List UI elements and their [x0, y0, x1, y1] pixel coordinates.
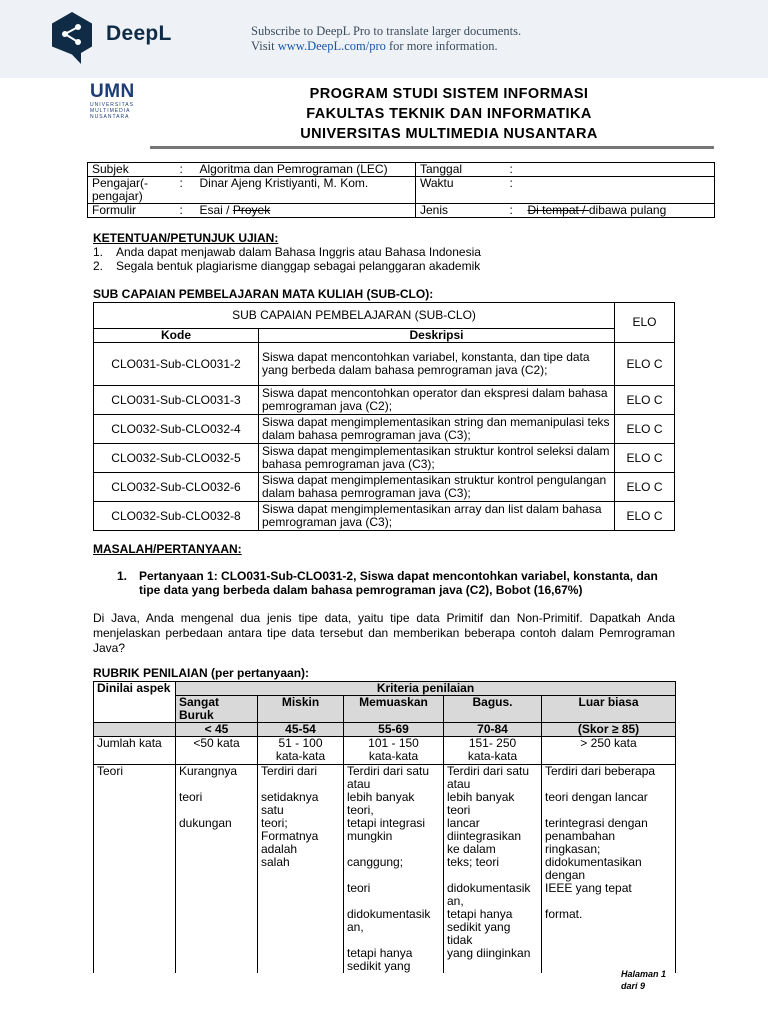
clo-desc: Siswa dapat mengimplementasikan string dan memanipulasi teks dalam bahasa pemrograman java (C3);: [259, 415, 615, 444]
jenis-di-tempat: Di tempat /: [527, 203, 589, 217]
formulir-esai: Esai /: [199, 203, 233, 217]
deepl-logo-icon: [48, 10, 96, 66]
rubric-cell-line: teori,: [347, 803, 374, 817]
rubric-cell-line: Terdiri dari beberapa: [545, 764, 656, 778]
rubric-cell-line: sedikit yang: [447, 920, 511, 934]
clo-desc: Siswa dapat mencontohkan operator dan ekspresi dalam bahasa pemrograman java (C2);: [259, 386, 615, 415]
rubric-cell-line: terintegrasi dengan: [545, 816, 648, 830]
rubric-cell-line: satu: [261, 803, 284, 817]
rubric-cell-line: dengan: [545, 868, 586, 882]
page-number: Halaman 1: [621, 969, 667, 979]
score-empty: [94, 723, 176, 737]
subjek-value: Algoritma dan Pemrograman (LEC): [196, 163, 416, 177]
rubric-cell-line: kata-kata: [467, 749, 518, 763]
rubric-cell-line: teori: [179, 790, 203, 804]
rubric-cell-line: didokumentasik: [447, 881, 531, 895]
masalah-title: MASALAH/PERTANYAAN:: [93, 542, 242, 556]
formulir-proyek: Proyek: [232, 203, 271, 217]
rubric-cell-line: tetapi hanya: [447, 907, 513, 921]
sep: :: [176, 163, 196, 177]
clo-desc: Siswa dapat mengimplementasikan array dan list dalam bahasa pemrograman java (C3);: [259, 502, 615, 531]
clo-code: CLO032-Sub-CLO032-6: [94, 473, 259, 502]
clo-elo: ELO C: [615, 386, 675, 415]
clo-code: CLO031-Sub-CLO031-2: [94, 343, 259, 386]
rubric-cell-line: salah: [261, 855, 290, 869]
question-paragraph: Di Java, Anda mengenal dua jenis tipe data, yaitu tipe data Primitif dan Non-Primitif. Dapatkah Anda menjelaskan perbedaan antara tipe data tersebut dan memberikan beberapa contoh dalam Pemrograman Java?: [93, 611, 675, 655]
rubric-cell-line: kata-kata: [275, 749, 326, 763]
rubric-cell: [542, 765, 676, 974]
rubric-cell-line: tetapi integrasi: [347, 816, 426, 830]
clo-table-title: SUB CAPAIAN PEMBELAJARAN (SUB-CLO): [94, 303, 615, 329]
pengajar-label: Pengajar(-pengajar): [88, 177, 176, 204]
program-title: PROGRAM STUDI SISTEM INFORMASI: [309, 86, 589, 102]
rubric-row: [94, 765, 676, 974]
rubric-cell-line: Terdiri dari: [261, 764, 318, 778]
deepl-banner: [0, 0, 768, 78]
clo-col-desc: Deskripsi: [259, 329, 615, 343]
tanggal-label: Tanggal: [416, 163, 506, 177]
sep: :: [506, 177, 524, 204]
rubric-cell: [176, 765, 258, 974]
level-luar-biasa: Luar biasa: [542, 696, 676, 723]
pengajar-value: Dinar Ajeng Kristiyanti, M. Kom.: [196, 177, 416, 204]
waktu-label: Waktu: [416, 177, 506, 204]
rubric-cell: [344, 765, 444, 974]
clo-elo: ELO C: [615, 343, 675, 386]
rubric-cell-line: tetapi hanya: [347, 946, 413, 960]
exam-info-table: [87, 162, 715, 218]
rubric-table: [93, 681, 676, 973]
header-divider: [150, 146, 714, 149]
clo-row: [94, 444, 675, 473]
rubrik-title: RUBRIK PENILAIAN (per pertanyaan):: [93, 666, 310, 680]
ketentuan-item-1: Anda dapat menjawab dalam Bahasa Inggris atau Bahasa Indonesia: [116, 245, 481, 259]
rubric-cell-line: lebih banyak: [347, 790, 415, 804]
rubric-cell-line: teori: [347, 881, 371, 895]
banner-line-1: Subscribe to DeepL Pro to translate larger documents.: [251, 24, 522, 38]
rubric-row: [94, 737, 676, 765]
rubric-cell-line: lancar: [447, 816, 480, 830]
formulir-value: [196, 204, 416, 218]
rubric-cell-line: adalah: [261, 842, 298, 856]
rubric-cell-line: lebih banyak: [447, 790, 515, 804]
question-text: Pertanyaan 1: CLO031-Sub-CLO031-2, Siswa dapat mencontohkan variabel, konstanta, dan tipe data yang berbeda dalam bahasa pemrograman java (C2), Bobot (16,67%): [139, 569, 658, 597]
banner-message: [251, 24, 521, 54]
ketentuan-title: KETENTUAN/PETUNJUK UJIAN:: [93, 231, 279, 245]
clo-table: [93, 302, 675, 531]
rubric-cell: [258, 737, 344, 765]
page-total: dari 9: [621, 981, 646, 991]
score-miskin: 45-54: [258, 723, 344, 737]
rubric-cell-line: atau: [447, 777, 471, 791]
faculty-title: FAKULTAS TEKNIK DAN INFORMATIKA: [306, 106, 592, 122]
jenis-label: Jenis: [416, 204, 506, 218]
score-sangat-buruk: < 45: [176, 723, 258, 737]
tanggal-value: [524, 163, 715, 177]
rubric-cell-line: teori: [447, 803, 471, 817]
clo-col-kode: Kode: [94, 329, 259, 343]
subjek-label: Subjek: [88, 163, 176, 177]
clo-desc: Siswa dapat mengimplementasikan struktur kontrol pengulangan dalam bahasa pemrograman java (C3);: [259, 473, 615, 502]
score-bagus: 70-84: [444, 723, 542, 737]
ketentuan-num-1: 1.: [93, 245, 104, 259]
level-bagus: Bagus.: [444, 696, 542, 723]
rubric-aspect: Jumlah kata: [94, 737, 176, 765]
rubric-cell-line: Formatnya: [261, 829, 319, 843]
clo-elo: ELO C: [615, 502, 675, 531]
level-sangat-buruk: Sangat Buruk: [176, 696, 258, 723]
level-miskin: Miskin: [258, 696, 344, 723]
jenis-dibawa-pulang: dibawa pulang: [588, 203, 667, 217]
rubric-cell-line: 51 - 100: [278, 736, 323, 750]
rubric-cell-line: dukungan: [179, 816, 232, 830]
rubric-cell-line: kata-kata: [368, 749, 419, 763]
question-1: [117, 569, 677, 597]
rubric-cell-line: 101 - 150: [368, 736, 419, 750]
rubric-cell-line: ringkasan;: [545, 842, 601, 856]
jenis-value: [524, 204, 715, 218]
rubric-cell: [444, 765, 542, 974]
clo-desc: Siswa dapat mengimplementasikan struktur kontrol seleksi dalam bahasa pemrograman java (C3);: [259, 444, 615, 473]
rubric-cell: [542, 737, 676, 765]
clo-row: [94, 415, 675, 444]
sep: :: [176, 177, 196, 204]
clo-section-title: SUB CAPAIAN PEMBELAJARAN MATA KULIAH (SUB-CLO):: [93, 287, 434, 301]
rubric-cell-line: setidaknya: [261, 790, 319, 804]
rubric-cell-line: Terdiri dari satu: [347, 764, 430, 778]
rubric-cell-line: canggung;: [347, 855, 404, 869]
page-footer: [621, 968, 666, 992]
question-number: 1.: [117, 569, 128, 583]
clo-col-elo: ELO: [615, 303, 675, 343]
rubric-cell-line: teks; teori: [447, 855, 500, 869]
rubric-cell-line: IEEE yang tepat: [545, 881, 632, 895]
rubric-cell-line: penambahan: [545, 829, 616, 843]
rubric-kriteria-header: Kriteria penilaian: [176, 682, 676, 696]
clo-code: CLO032-Sub-CLO032-8: [94, 502, 259, 531]
banner-visit-text: Visit: [251, 39, 278, 53]
rubric-cell-line: didokumentasik: [347, 907, 431, 921]
banner-info-text: for more information.: [385, 39, 498, 53]
rubric-cell-line: teori dengan lancar: [545, 790, 648, 804]
rubric-cell-line: yang diinginkan: [447, 946, 531, 960]
rubric-cell-line: diintegrasikan: [447, 829, 522, 843]
rubric-cell-line: format.: [545, 907, 583, 921]
rubric-cell-line: > 250 kata: [580, 736, 637, 750]
clo-elo: ELO C: [615, 444, 675, 473]
rubric-cell-line: didokumentasikan: [545, 855, 642, 869]
rubric-cell-line: Kurangnya: [179, 764, 238, 778]
clo-desc: Siswa dapat mencontohkan variabel, konstanta, dan tipe data yang berbeda dalam bahasa pemrograman java (C2);: [259, 343, 615, 386]
clo-code: CLO031-Sub-CLO031-3: [94, 386, 259, 415]
umn-logo-text: UMN: [90, 81, 135, 102]
umn-logo-sub-3: NUSANTARA: [90, 114, 130, 120]
university-title: UNIVERSITAS MULTIMEDIA NUSANTARA: [300, 126, 598, 142]
sep: :: [176, 204, 196, 218]
rubric-cell-line: an,: [447, 894, 464, 908]
rubric-cell-line: Terdiri dari satu: [447, 764, 530, 778]
clo-row: [94, 343, 675, 386]
clo-code: CLO032-Sub-CLO032-4: [94, 415, 259, 444]
score-luar-biasa: (Skor ≥ 85): [542, 723, 676, 737]
clo-row: [94, 502, 675, 531]
level-memuaskan: Memuaskan: [344, 696, 444, 723]
clo-code: CLO032-Sub-CLO032-5: [94, 444, 259, 473]
rubric-cell-line: ke dalam: [447, 842, 496, 856]
deepl-brand: DeepL: [106, 22, 172, 45]
rubric-cell: [444, 737, 542, 765]
waktu-value: [524, 177, 715, 204]
rubric-cell-line: atau: [347, 777, 371, 791]
clo-row: [94, 473, 675, 502]
sep: :: [506, 204, 524, 218]
rubric-cell-line: <50 kata: [193, 736, 240, 750]
rubric-cell-line: tidak: [447, 933, 473, 947]
rubric-aspect: Teori: [94, 765, 176, 974]
rubric-cell-line: 151- 250: [468, 736, 517, 750]
rubric-cell-line: mungkin: [347, 829, 393, 843]
sep: :: [506, 163, 524, 177]
formulir-label: Formulir: [88, 204, 176, 218]
ketentuan-item-2: Segala bentuk plagiarisme dianggap sebagai pelanggaran akademik: [116, 259, 481, 273]
deepl-pro-link[interactable]: www.DeepL.com/pro: [277, 39, 386, 53]
score-memuaskan: 55-69: [344, 723, 444, 737]
rubric-cell-line: an,: [347, 920, 364, 934]
umn-logo-sub-2: MULTIMEDIA: [90, 108, 131, 114]
rubric-aspect-header: Dinilai aspek: [94, 682, 176, 723]
ketentuan-num-2: 2.: [93, 259, 104, 273]
rubric-cell: [344, 737, 444, 765]
rubric-cell: [176, 737, 258, 765]
rubric-cell-line: sedikit yang: [347, 959, 411, 973]
clo-elo: ELO C: [615, 473, 675, 502]
rubric-cell-line: teori;: [261, 816, 288, 830]
clo-elo: ELO C: [615, 415, 675, 444]
banner-line-2: [251, 39, 521, 54]
clo-row: [94, 386, 675, 415]
umn-logo-sub-1: UNIVERSITAS: [90, 102, 134, 108]
rubric-cell: [258, 765, 344, 974]
